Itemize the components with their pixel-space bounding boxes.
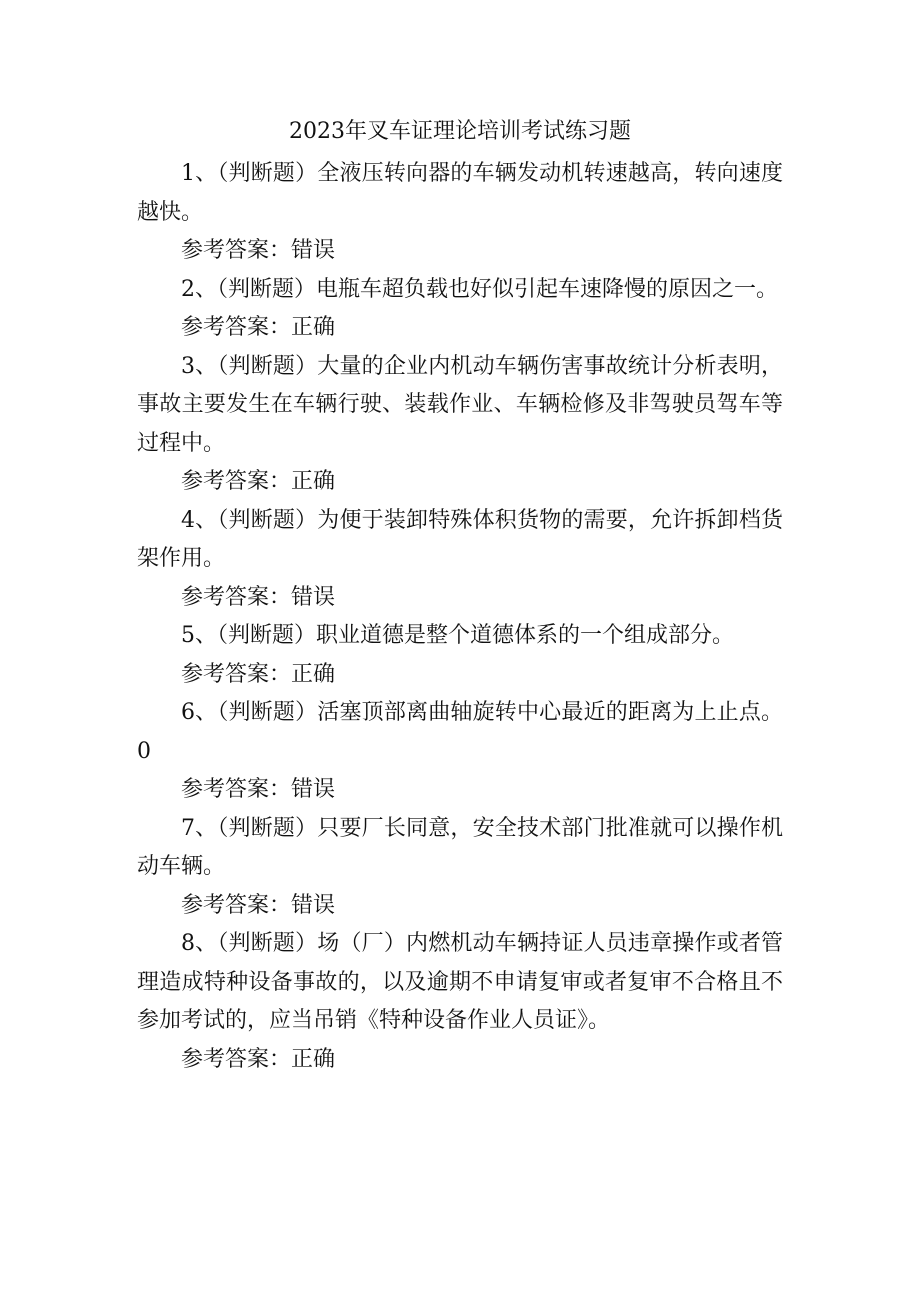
document-title: 2023年叉车证理论培训考试练习题 <box>289 119 631 144</box>
question-2-text: 2、（判断题）电瓶车超负载也好似引起车速降慢的原因之一。 <box>181 276 778 302</box>
question-1-text: 1、（判断题）全液压转向器的车辆发动机转速越高，转向速度越快。 <box>137 161 783 225</box>
question-6-text: 6、（判断题）活塞顶部离曲轴旋转中心最近的距离为上止点。0 <box>137 700 783 764</box>
question-6-answer: 参考答案：错误 <box>181 777 336 802</box>
question-8-text: 8、（判断题）场（厂）内燃机动车辆持证人员违章操作或者管理造成特种设备事故的，以及逾期不申请复审或者复审不合格且不参加考试的，应当吊销《特种设备作业人员证》。 <box>137 931 783 1033</box>
question-1-answer: 参考答案：错误 <box>181 238 336 263</box>
question-7-text: 7、（判断题）只要厂长同意，安全技术部门批准就可以操作机动车辆。 <box>137 815 783 879</box>
question-3-text: 3、（判断题）大量的企业内机动车辆伤害事故统计分析表明，事故主要发生在车辆行驶、装载作业、车辆检修及非驾驶员驾车等过程中。 <box>137 353 783 456</box>
question-4-text: 4、（判断题）为便于装卸特殊体积货物的需要，允许拆卸档货架作用。 <box>137 507 783 571</box>
question-5-text: 5、（判断题）职业道德是整个道德体系的一个组成部分。 <box>181 623 734 648</box>
question-7-answer: 参考答案：错误 <box>181 892 336 918</box>
question-list <box>137 155 783 1079</box>
question-5-answer: 参考答案：正确 <box>181 661 336 687</box>
question-8-answer: 参考答案：正确 <box>181 1046 336 1072</box>
question-4-answer: 参考答案：错误 <box>181 584 336 610</box>
question-3-answer: 参考答案：正确 <box>181 469 336 494</box>
question-2-answer: 参考答案：正确 <box>181 315 336 340</box>
